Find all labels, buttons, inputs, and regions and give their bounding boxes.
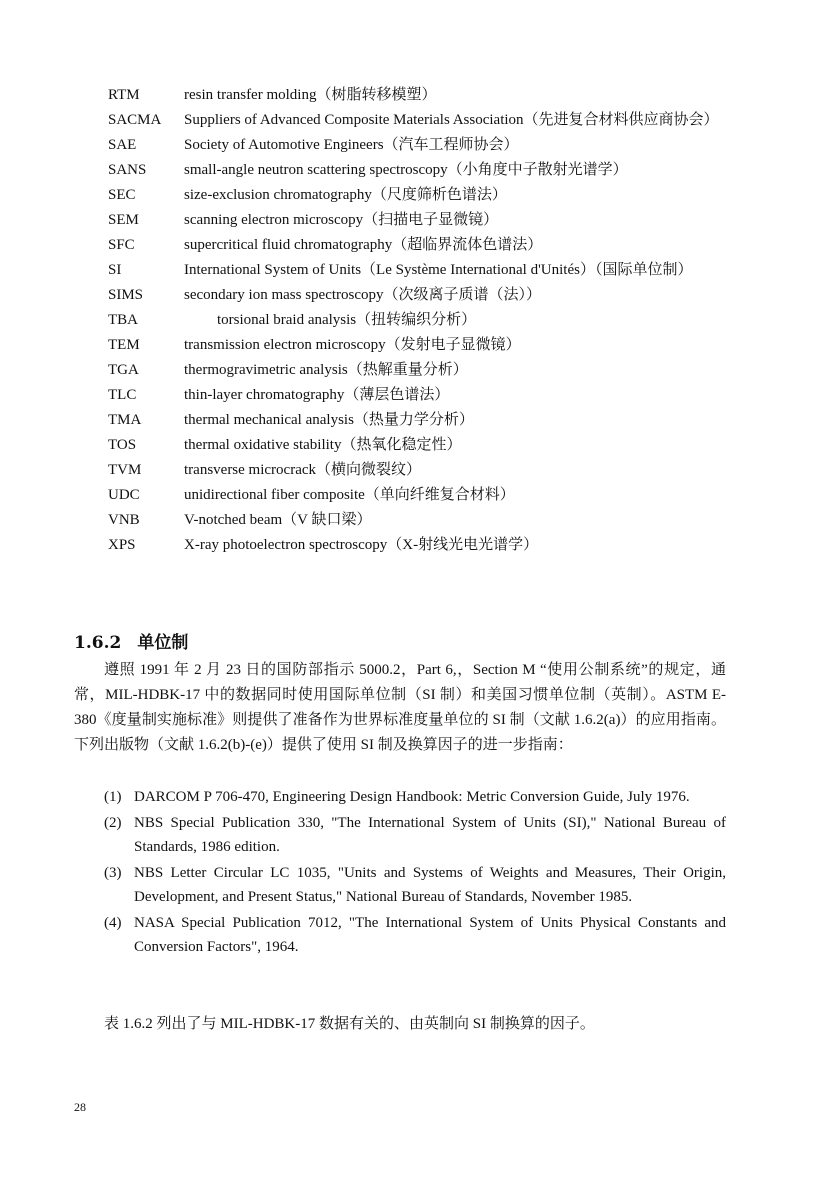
reference-text: NBS Special Publication 330, "The International System of Units (SI)," National Bureau of Standards, 1986 edition. [134, 814, 726, 855]
reference-item [104, 811, 726, 860]
abbreviation-code: TOS [108, 437, 137, 453]
abbreviation-definition: unidirectional fiber composite（单向纤维复合材料） [184, 487, 515, 503]
abbreviation-code: TBA [108, 312, 138, 328]
abbreviation-code: TVM [108, 462, 142, 478]
abbreviation-code: TGA [108, 362, 139, 378]
abbreviation-row [108, 308, 738, 333]
abbreviation-code: SAE [108, 137, 137, 153]
reference-number: (2) [104, 814, 122, 831]
abbreviation-code: XPS [108, 537, 136, 553]
abbreviation-code: TMA [108, 412, 142, 428]
abbreviation-row [108, 108, 738, 133]
abbreviation-definition: thermogravimetric analysis（热解重量分析） [184, 362, 468, 378]
abbreviation-row [108, 408, 738, 433]
abbreviation-row [108, 533, 738, 558]
abbreviation-definition: resin transfer molding（树脂转移模塑） [184, 87, 437, 103]
abbreviation-row [108, 283, 738, 308]
abbreviation-code: UDC [108, 487, 140, 503]
abbreviation-row [108, 183, 738, 208]
abbreviation-definition: thermal mechanical analysis（热量力学分析） [184, 412, 474, 428]
abbreviation-row [108, 508, 738, 533]
abbreviation-row [108, 258, 738, 283]
section-paragraph: 遵照 1991 年 2 月 23 日的国防部指示 5000.2，Part 6,，Section M “使用公制系统”的规定，通常，MIL-HDBK-17 中的数据同时使用国际单位制（SI 制）和美国习惯单位制（英制）。ASTM E-380《度量制实施标准》则提供了准备作为世界标准度量单位的 SI 制（文献 1.6.2(a)）的应用指南。下列出版物（文献 1.6.2(b)-(e)）提供了使用 SI 制及换算因子的进一步指南： [74, 662, 726, 753]
reference-text: NBS Letter Circular LC 1035, "Units and Systems of Weights and Measures, Their Origin, Development, and Present Status," National Bureau of Standards, November 1985. [134, 864, 726, 905]
abbreviation-definition: supercritical fluid chromatography（超临界流体色谱法） [184, 237, 543, 253]
reference-text: DARCOM P 706-470, Engineering Design Handbook: Metric Conversion Guide, July 1976. [134, 789, 690, 805]
abbreviation-definition: secondary ion mass spectroscopy（次级离子质谱（法）） [184, 287, 542, 303]
abbreviation-code: SEC [108, 187, 136, 203]
abbreviation-code: SANS [108, 162, 147, 178]
reference-number: (1) [104, 789, 122, 805]
abbreviation-code: TEM [108, 337, 140, 353]
abbreviation-definition: International System of Units（Le Système International d'Unités）（国际单位制） [184, 262, 693, 278]
reference-text: NASA Special Publication 7012, "The International System of Units Physical Constants and Conversion Factors", 1964. [134, 914, 726, 955]
abbreviation-definition: Suppliers of Advanced Composite Materials Association（先进复合材料供应商协会） [184, 112, 719, 128]
reference-item [104, 861, 726, 910]
abbreviation-list [108, 83, 738, 558]
reference-number: (3) [104, 864, 122, 881]
abbreviation-row [108, 83, 738, 108]
abbreviation-row [108, 333, 738, 358]
reference-item [104, 911, 726, 960]
reference-list [104, 785, 726, 961]
abbreviation-code: TLC [108, 387, 137, 403]
abbreviation-row [108, 458, 738, 483]
section-number: 1.6.2 [74, 633, 122, 653]
abbreviation-row [108, 133, 738, 158]
closing-sentence: 表 1.6.2 列出了与 MIL-HDBK-17 数据有关的、由英制向 SI 制换算的因子。 [104, 1016, 595, 1032]
abbreviation-definition: V-notched beam（V 缺口梁） [184, 512, 372, 528]
abbreviation-definition: transverse microcrack（横向微裂纹） [184, 462, 422, 478]
abbreviation-definition: size-exclusion chromatography（尺度筛析色谱法） [184, 187, 507, 203]
abbreviation-definition: thermal oxidative stability（热氧化稳定性） [184, 437, 462, 453]
abbreviation-definition: transmission electron microscopy（发射电子显微镜） [184, 337, 521, 353]
abbreviation-code: SFC [108, 237, 135, 253]
abbreviation-code: VNB [108, 512, 140, 528]
abbreviation-row [108, 383, 738, 408]
abbreviation-row [108, 483, 738, 508]
abbreviation-definition: thin-layer chromatography（薄层色谱法） [184, 387, 450, 403]
abbreviation-row [108, 358, 738, 383]
abbreviation-code: SIMS [108, 287, 144, 303]
abbreviation-definition: small-angle neutron scattering spectroscopy（小角度中子散射光谱学） [184, 162, 628, 178]
abbreviation-definition: torsional braid analysis（扭转编织分析） [217, 312, 477, 328]
section-heading [74, 628, 188, 653]
page-number: 28 [74, 1100, 86, 1114]
reference-item [104, 785, 726, 810]
abbreviation-definition: X-ray photoelectron spectroscopy（X-射线光电光谱学） [184, 537, 539, 553]
abbreviation-row [108, 208, 738, 233]
abbreviation-row [108, 433, 738, 458]
abbreviation-code: RTM [108, 87, 140, 103]
abbreviation-row [108, 233, 738, 258]
abbreviation-code: SEM [108, 212, 139, 228]
abbreviation-row [108, 158, 738, 183]
abbreviation-code: SACMA [108, 112, 162, 128]
abbreviation-definition: Society of Automotive Engineers（汽车工程师协会） [184, 137, 519, 153]
reference-number: (4) [104, 914, 122, 931]
abbreviation-definition: scanning electron microscopy（扫描电子显微镜） [184, 212, 499, 228]
abbreviation-code: SI [108, 262, 122, 278]
section-title: 单位制 [137, 633, 189, 653]
